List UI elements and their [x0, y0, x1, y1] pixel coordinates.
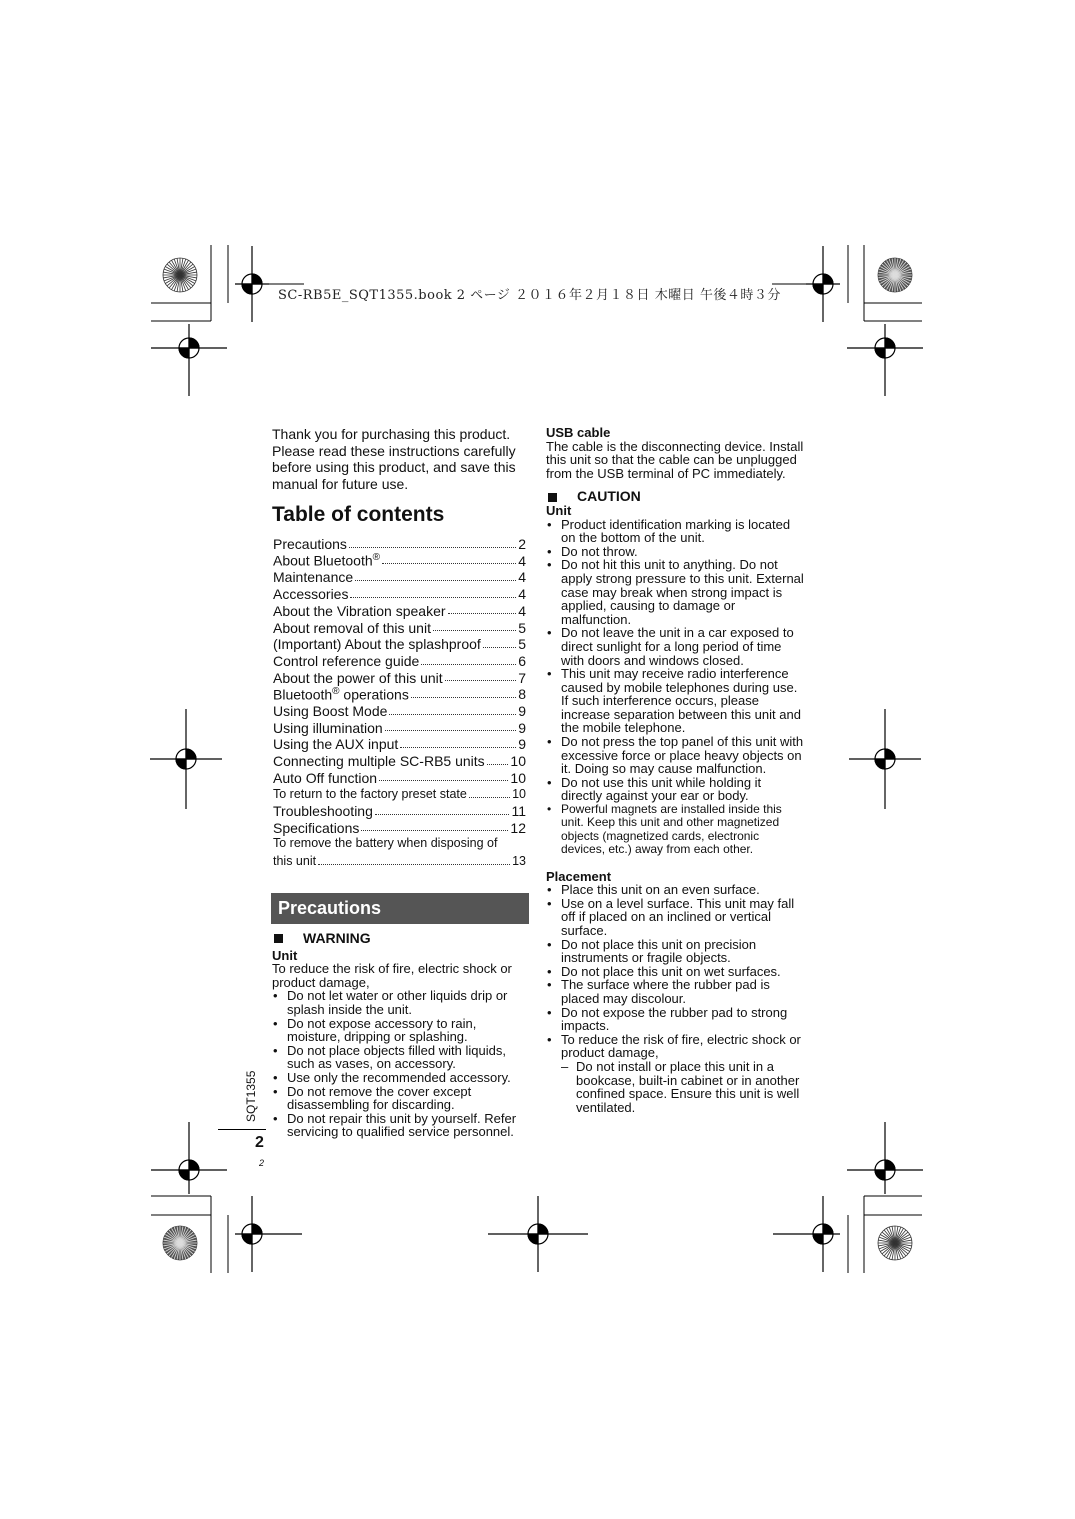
list-item: • Do not place this unit on wet surfaces. — [546, 965, 804, 979]
warning-list — [272, 989, 530, 1139]
warning-unit-label: Unit — [272, 947, 298, 963]
toc-entry — [273, 585, 526, 602]
toc-entry — [273, 752, 526, 769]
toc-entry-label: Bluetooth® operations — [273, 685, 409, 703]
toc-entry-label: To remove the battery when disposing of — [273, 836, 498, 851]
toc-entry-label: About the power of this unit — [273, 669, 443, 686]
toc-entry — [273, 652, 526, 669]
toc-entry — [273, 785, 526, 802]
list-item: • Do not place this unit on precision instruments or fragile objects. — [546, 938, 804, 965]
divider — [218, 1129, 266, 1130]
precautions-heading: Precautions — [271, 893, 529, 924]
toc-entry-page: 8 — [518, 686, 526, 703]
list-item: • This unit may receive radio interference caused by mobile telephones during use. If such interference occurs, please increase separation between this unit and the mobile telephone. — [546, 667, 804, 735]
list-item: • Do not expose accessory to rain, moisture, dripping or splashing. — [272, 1017, 530, 1044]
table-of-contents — [273, 535, 526, 869]
list-item: • Do not leave the unit in a car exposed to direct sunlight for a long period of time with doors and windows closed. — [546, 626, 804, 667]
toc-entry-label: (Important) About the splashproof — [273, 636, 481, 653]
list-item: • Place this unit on an even surface. — [546, 883, 804, 897]
toc-entry-page: 13 — [512, 854, 526, 869]
usb-text: The cable is the disconnecting device. Install this unit so that the cable can be unplugged from the USB terminal of PC immediately. — [546, 438, 804, 481]
toc-entry — [273, 618, 526, 635]
toc-entry-label: Using the AUX input — [273, 736, 399, 753]
toc-entry — [273, 669, 526, 686]
toc-entry-page: 9 — [518, 736, 526, 753]
toc-title: Table of contents — [272, 503, 445, 526]
star-target-icon — [163, 1226, 197, 1260]
toc-entry-label: Troubleshooting — [273, 803, 373, 820]
toc-entry-label: Specifications — [273, 819, 360, 836]
list-item: • Do not repair this unit by yourself. Refer servicing to qualified service personnel. — [272, 1112, 530, 1139]
list-item: • Do not place objects filled with liquids, such as vases, on accessory. — [272, 1044, 530, 1071]
toc-entry-page: 7 — [518, 669, 526, 686]
toc-entry-page: 5 — [518, 619, 526, 636]
list-item: • Do not hit this unit to anything. Do not apply strong pressure to this unit. External case may break when strong impact is applied, causing to damage or malfunction. — [546, 558, 804, 626]
page-number: 2 — [255, 1134, 264, 1151]
toc-entry-page: 12 — [510, 819, 526, 836]
toc-entry-label: this unit — [273, 854, 317, 869]
toc-entry-page: 10 — [510, 769, 526, 786]
toc-entry-page: 4 — [518, 602, 526, 619]
warning-section — [272, 932, 530, 1139]
square-bullet-icon — [548, 493, 557, 502]
toc-entry-label: Using Boost Mode — [273, 702, 388, 719]
toc-entry-page: 4 — [518, 569, 526, 586]
page-number-small: 2 — [259, 1158, 265, 1168]
toc-entry — [273, 552, 526, 569]
warning-lead: To reduce the risk of fire, electric shock or product damage, — [272, 961, 512, 990]
toc-entry-label: To return to the factory preset state — [273, 787, 467, 802]
right-column — [546, 426, 804, 1114]
list-item: • Do not use this unit while holding it directly against your ear or body. — [546, 776, 804, 803]
toc-entry-label: About the Vibration speaker — [273, 602, 446, 619]
list-item: • Do not let water or other liquids drip or splash inside the unit. — [272, 989, 530, 1016]
toc-entry-page: 4 — [518, 586, 526, 603]
placement-list — [546, 883, 804, 1060]
toc-entry — [273, 635, 526, 652]
toc-entry — [273, 852, 526, 869]
toc-entry-label: Precautions — [273, 536, 347, 553]
star-target-icon — [163, 258, 197, 292]
toc-entry — [273, 702, 526, 719]
star-target-icon — [878, 1226, 912, 1260]
caution-unit-label: Unit — [546, 502, 572, 518]
toc-entry — [273, 685, 526, 702]
toc-entry — [273, 819, 526, 836]
toc-entry-label: Connecting multiple SC-RB5 units — [273, 753, 485, 770]
toc-entry-page: 10 — [512, 787, 526, 802]
list-item: • To reduce the risk of fire, electric shock or product damage, — [546, 1033, 804, 1060]
toc-entry-page: 6 — [518, 652, 526, 669]
list-item: • Use only the recommended accessory. — [272, 1071, 530, 1085]
toc-entry-page: 10 — [510, 753, 526, 770]
toc-entry-page: 2 — [518, 536, 526, 553]
toc-entry-page: 9 — [518, 719, 526, 736]
warning-title: WARNING — [272, 932, 530, 946]
document-code: SQT1355 — [244, 1070, 258, 1122]
list-item: – Do not install or place this unit in a bookcase, built-in cabinet or in another confined space. Ensure this unit is well ventilated. — [561, 1060, 804, 1114]
toc-entry-label: Control reference guide — [273, 652, 420, 669]
list-item: • Product identification marking is located on the bottom of the unit. — [546, 518, 804, 545]
toc-entry — [273, 719, 526, 736]
toc-entry — [273, 802, 526, 819]
star-target-icon — [878, 258, 912, 292]
toc-entry-label: About Bluetooth® — [273, 552, 381, 569]
list-item: • Powerful magnets are installed inside this unit. Keep this unit and other magnetized objects (magnetized cards, electronic devices, etc.) away from each other. — [546, 803, 804, 857]
toc-entry-label: Auto Off function — [273, 769, 378, 786]
toc-entry-label: Maintenance — [273, 569, 354, 586]
toc-entry — [273, 769, 526, 786]
toc-entry — [273, 535, 526, 552]
toc-entry-label: About removal of this unit — [273, 619, 431, 636]
caution-title: CAUTION — [546, 490, 804, 504]
caution-list — [546, 518, 804, 803]
list-item: • Do not press the top panel of this unit with excessive force or place heavy objects on it. Doing so may cause malfunction. — [546, 735, 804, 776]
toc-entry-page: 9 — [518, 702, 526, 719]
toc-entry — [273, 735, 526, 752]
toc-entry-page: 5 — [518, 636, 526, 653]
list-item: • Do not remove the cover except disassembling for discarding. — [272, 1085, 530, 1112]
toc-entry — [273, 602, 526, 619]
toc-entry-page: 4 — [518, 552, 526, 569]
list-item: • Do not expose the rubber pad to strong impacts. — [546, 1006, 804, 1033]
toc-entry-page: 11 — [511, 803, 526, 820]
list-item: • Use on a level surface. This unit may fall off if placed on an inclined or vertical surface. — [546, 897, 804, 938]
list-item: • The surface where the rubber pad is placed may discolour. — [546, 978, 804, 1005]
toc-entry-label: Using illumination — [273, 719, 383, 736]
list-item: • Do not throw. — [546, 545, 804, 559]
usb-title: USB cable — [546, 425, 611, 440]
square-bullet-icon — [274, 934, 283, 943]
file-header: SC-RB5E_SQT1355.book 2 ページ ２０１６年２月１８日 木曜日 午後４時３分 — [278, 288, 781, 303]
intro-text: Thank you for purchasing this product. Please read these instructions carefully before using this product, and save this manual for future use. — [272, 426, 516, 492]
placement-label: Placement — [546, 868, 612, 884]
toc-entry-label: Accessories — [273, 586, 349, 603]
toc-entry — [273, 568, 526, 585]
